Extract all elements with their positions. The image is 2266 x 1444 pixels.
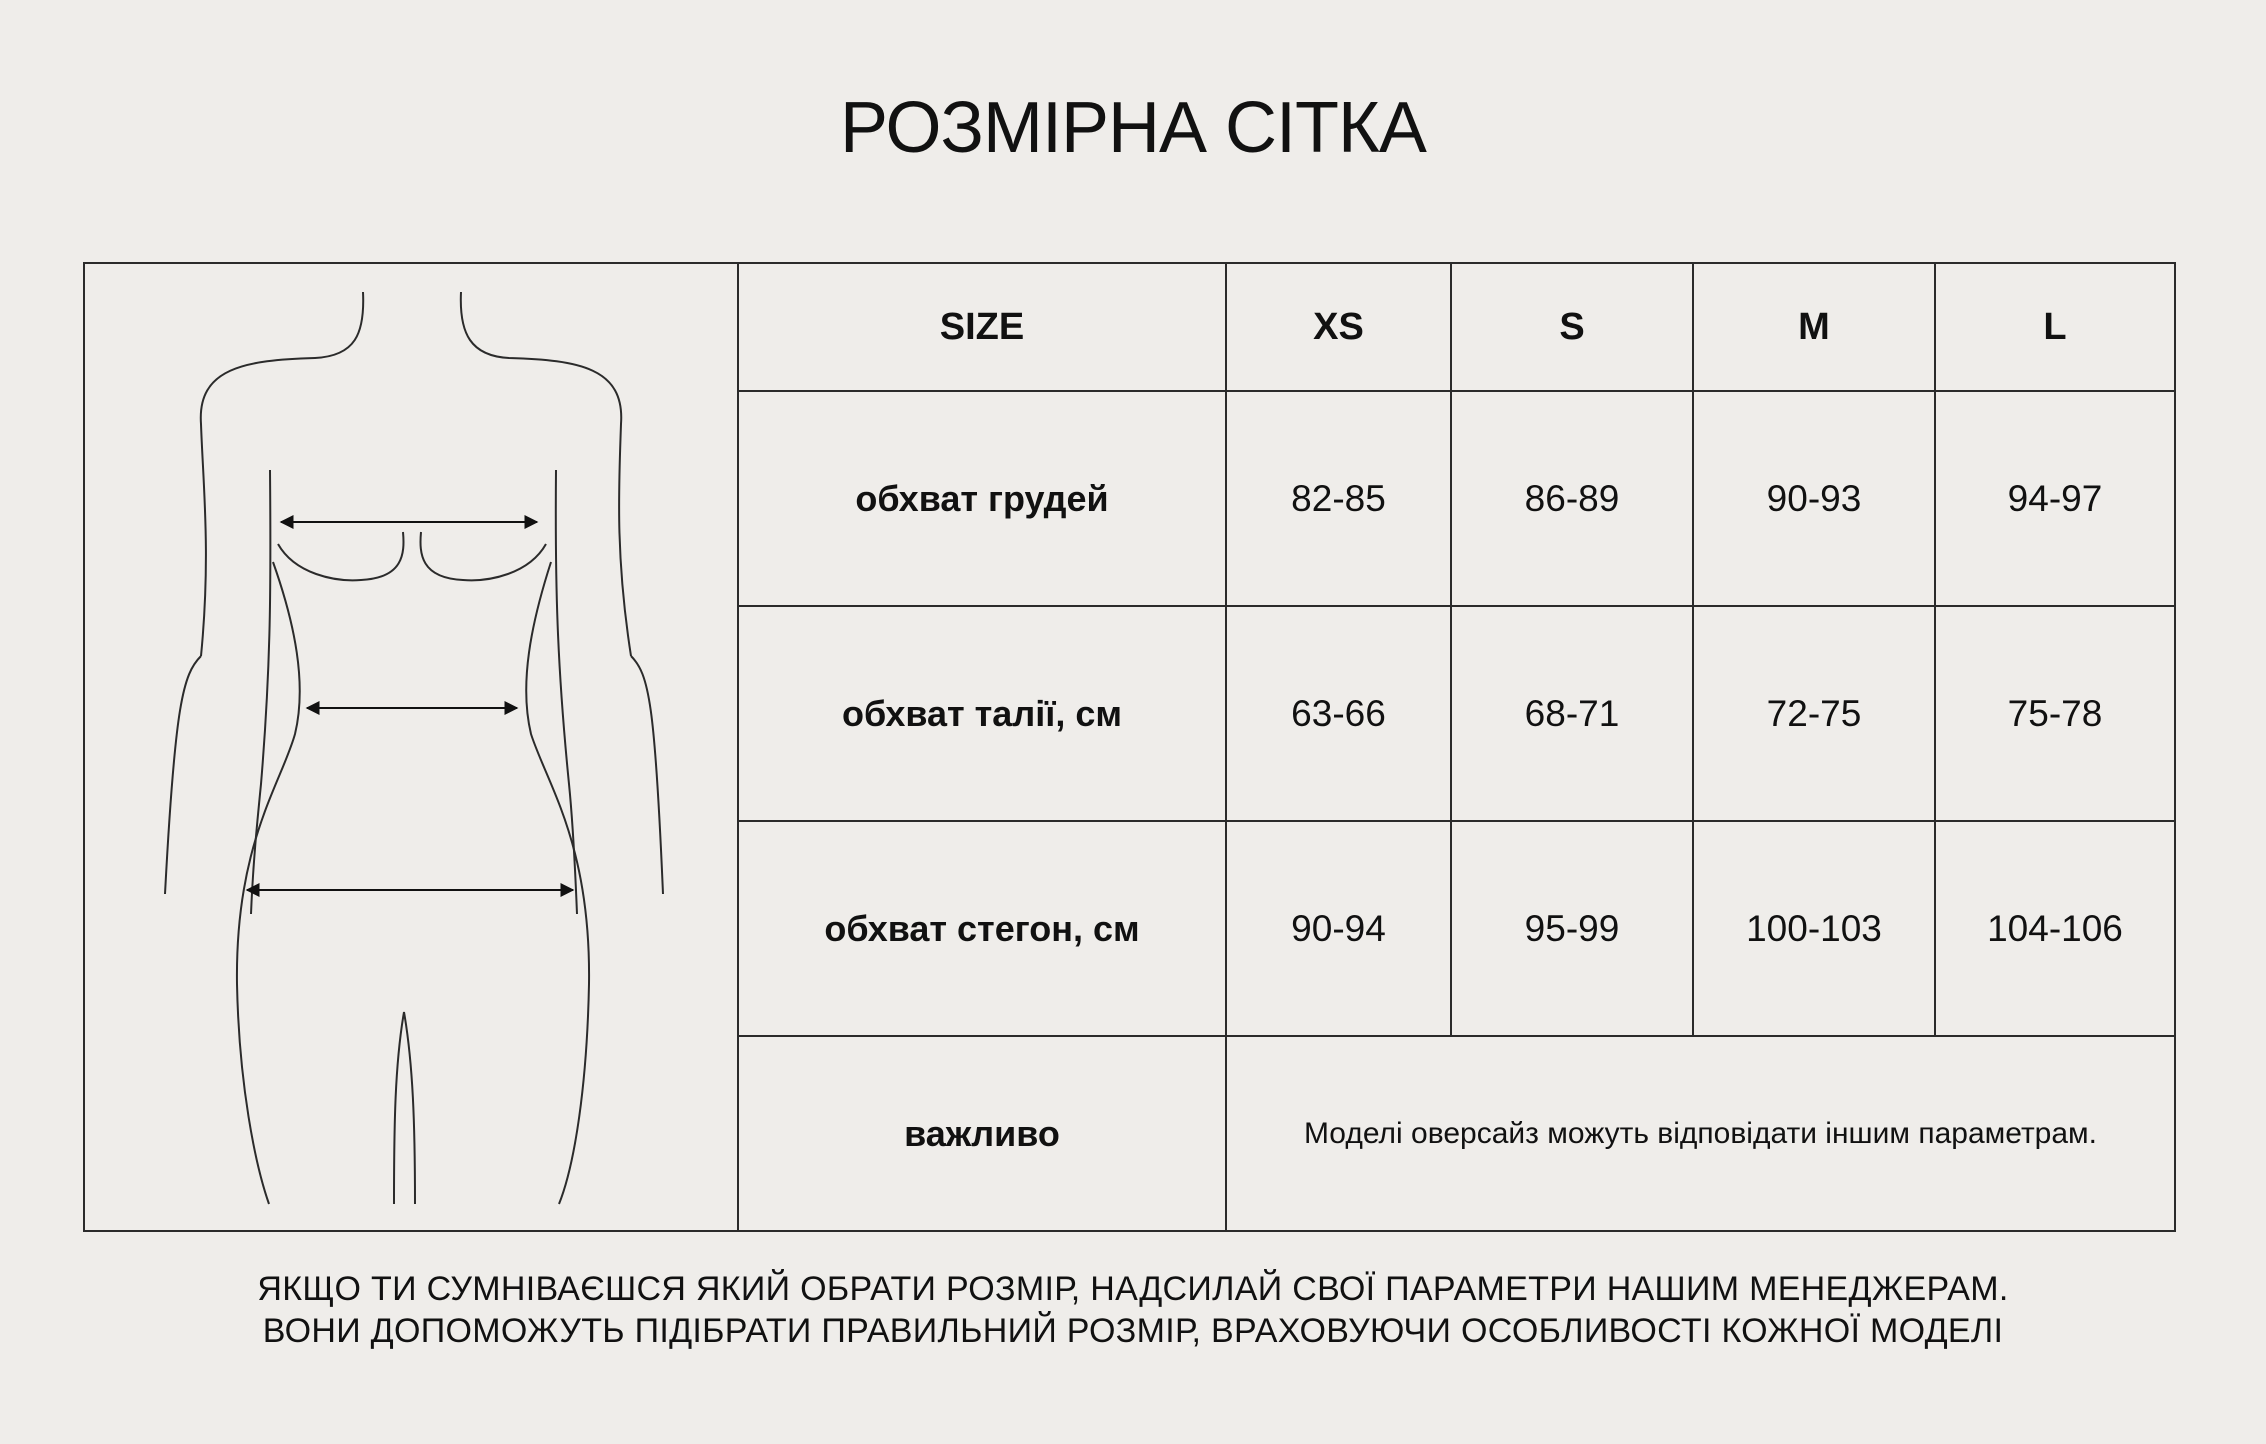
header-l: L bbox=[1935, 264, 2174, 391]
cell-value: 100-103 bbox=[1693, 821, 1935, 1036]
page-title: РОЗМІРНА СІТКА bbox=[840, 88, 1426, 168]
footer-note bbox=[0, 1268, 2266, 1352]
table-row bbox=[739, 821, 2174, 1036]
cell-value: 75-78 bbox=[1935, 606, 2174, 821]
note-row bbox=[739, 1036, 2174, 1230]
cell-value: 72-75 bbox=[1693, 606, 1935, 821]
body-silhouette-icon bbox=[85, 264, 737, 1230]
footer-line-1: ЯКЩО ТИ СУМНІВАЄШСЯ ЯКИЙ ОБРАТИ РОЗМІР, НАДСИЛАЙ СВОЇ ПАРАМЕТРИ НАШИМ МЕНЕДЖЕРАМ. bbox=[257, 1270, 2009, 1308]
row-label-bust: обхват грудей bbox=[739, 391, 1226, 606]
header-xs: XS bbox=[1226, 264, 1451, 391]
table-header-row bbox=[739, 264, 2174, 391]
note-label: важливо bbox=[739, 1036, 1226, 1230]
header-size: SIZE bbox=[739, 264, 1226, 391]
cell-value: 86-89 bbox=[1451, 391, 1693, 606]
cell-value: 90-94 bbox=[1226, 821, 1451, 1036]
footer-line-2: ВОНИ ДОПОМОЖУТЬ ПІДІБРАТИ ПРАВИЛЬНИЙ РОЗМІР, ВРАХОВУЮЧИ ОСОБЛИВОСТІ КОЖНОЇ МОДЕЛІ bbox=[262, 1312, 2004, 1350]
cell-value: 68-71 bbox=[1451, 606, 1693, 821]
row-label-hips: обхват стегон, см bbox=[739, 821, 1226, 1036]
figure-panel bbox=[85, 264, 739, 1230]
size-table bbox=[739, 264, 2174, 1230]
cell-value: 82-85 bbox=[1226, 391, 1451, 606]
note-text: Моделі оверсайз можуть відповідати іншим параметрам. bbox=[1226, 1036, 2174, 1230]
cell-value: 90-93 bbox=[1693, 391, 1935, 606]
cell-value: 63-66 bbox=[1226, 606, 1451, 821]
header-m: M bbox=[1693, 264, 1935, 391]
cell-value: 95-99 bbox=[1451, 821, 1693, 1036]
cell-value: 104-106 bbox=[1935, 821, 2174, 1036]
cell-value: 94-97 bbox=[1935, 391, 2174, 606]
table-row bbox=[739, 391, 2174, 606]
header-s: S bbox=[1451, 264, 1693, 391]
size-chart-frame bbox=[83, 262, 2176, 1232]
table-row bbox=[739, 606, 2174, 821]
row-label-waist: обхват талії, см bbox=[739, 606, 1226, 821]
